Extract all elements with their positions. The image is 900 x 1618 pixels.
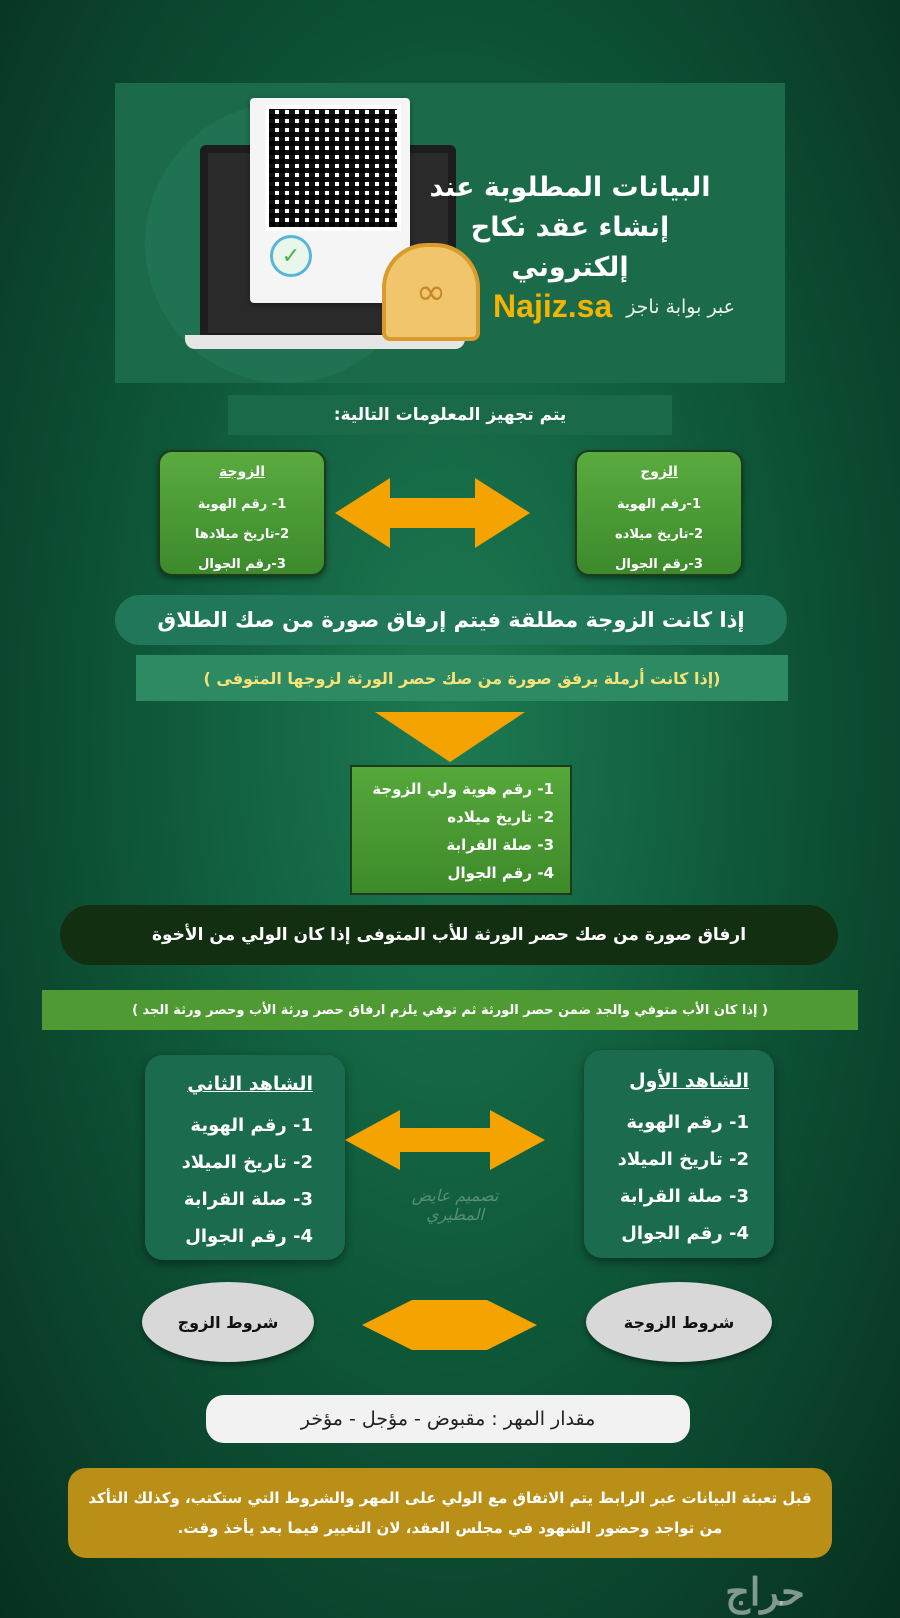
portal-row bbox=[493, 288, 735, 325]
qr-code bbox=[265, 105, 401, 231]
second-witness-card bbox=[145, 1055, 345, 1260]
first-witness-heading: الشاهد الأول bbox=[629, 1070, 749, 1092]
wife-card-heading: الزوجة bbox=[218, 464, 266, 480]
conditions-double-arrow-icon bbox=[362, 1300, 537, 1350]
title-line-2: إنشاء عقد نكاح إلكتروني bbox=[470, 212, 670, 283]
rings-icon: ∞ bbox=[416, 271, 446, 313]
wife-card bbox=[158, 450, 326, 576]
portal-label: عبر بوابة ناجز bbox=[626, 295, 735, 318]
guardian-card bbox=[350, 765, 572, 895]
list-item: 3-رقم الجوال bbox=[615, 557, 703, 572]
witness-double-arrow-icon bbox=[345, 1110, 545, 1170]
wife-conditions: شروط الزوجة bbox=[586, 1282, 772, 1362]
husband-card bbox=[575, 450, 743, 576]
list-item: 1- رقم الهوية bbox=[190, 1115, 313, 1136]
list-item: 3- صلة القرابة bbox=[446, 836, 554, 854]
heirs-notice: ارفاق صورة من صك حصر الورثة للأب المتوفى إذا كان الولي من الأخوة bbox=[60, 905, 838, 965]
list-item: 4- رقم الجوال bbox=[185, 1226, 313, 1247]
list-item: 4- رقم الجوال bbox=[447, 864, 554, 882]
list-item: 1- رقم الهوية bbox=[197, 497, 287, 512]
grandfather-notice: ( إذا كان الأب متوفي والجد ضمن حصر الورثة ثم توفي يلزم ارفاق حصر ورثة الأب وحصر ورثة الجد ) bbox=[42, 990, 858, 1030]
final-note: قبل تعبئة البيانات عبر الرابط يتم الاتفاق مع الولي على المهر والشروط التي ستكتب، وكذلك التأكد من تواجد وحضور الشهود في مجلس العقد، لان التغيير فيما بعد يأخذ وقت. bbox=[68, 1468, 832, 1558]
husband-card-heading: الزوج bbox=[640, 464, 678, 480]
list-item: 4- رقم الجوال bbox=[621, 1223, 749, 1244]
list-item: 3- صلة القرابة bbox=[619, 1186, 749, 1207]
down-arrow-icon bbox=[375, 712, 525, 762]
list-item: 1-رقم الهوية bbox=[617, 497, 701, 512]
list-item: 1- رقم الهوية bbox=[626, 1112, 749, 1133]
list-item: 2- تاريخ الميلاد bbox=[617, 1149, 749, 1170]
first-witness-card bbox=[584, 1050, 774, 1258]
page-title bbox=[410, 168, 730, 288]
list-item: 2- تاريخ ميلاده bbox=[447, 808, 554, 826]
list-item: 2- تاريخ الميلاد bbox=[181, 1152, 313, 1173]
dowry-info: مقدار المهر : مقبوض - مؤجل - مؤخر bbox=[206, 1395, 690, 1443]
list-item: 1- رقم هوية ولي الزوجة bbox=[372, 780, 554, 798]
prep-notice: يتم تجهيز المعلومات التالية: bbox=[228, 395, 672, 435]
divorced-notice: إذا كانت الزوجة مطلقة فيتم إرفاق صورة من صك الطلاق bbox=[115, 595, 787, 645]
header-banner bbox=[115, 83, 785, 383]
list-item: 2-تاريخ ميلادها bbox=[194, 527, 290, 542]
widow-notice: (إذا كانت أرملة يرفق صورة من صك حصر الورثة لزوجها المتوفى ) bbox=[136, 655, 788, 701]
list-item: 3- صلة القرابة bbox=[183, 1189, 313, 1210]
list-item: 3-رقم الجوال bbox=[198, 557, 286, 572]
list-item: 2-تاريخ ميلاده bbox=[614, 527, 704, 542]
title-line-1: البيانات المطلوبة عند bbox=[429, 172, 711, 203]
husband-conditions: شروط الزوج bbox=[142, 1282, 314, 1362]
check-icon: ✓ bbox=[270, 235, 312, 277]
second-witness-heading: الشاهد الثاني bbox=[187, 1073, 313, 1095]
double-arrow-icon bbox=[335, 478, 530, 548]
designer-signature: تصميم عايض المطيري bbox=[411, 1186, 499, 1224]
najiz-link[interactable]: Najiz.sa bbox=[493, 288, 613, 324]
haraj-watermark: حراج bbox=[725, 1568, 805, 1614]
